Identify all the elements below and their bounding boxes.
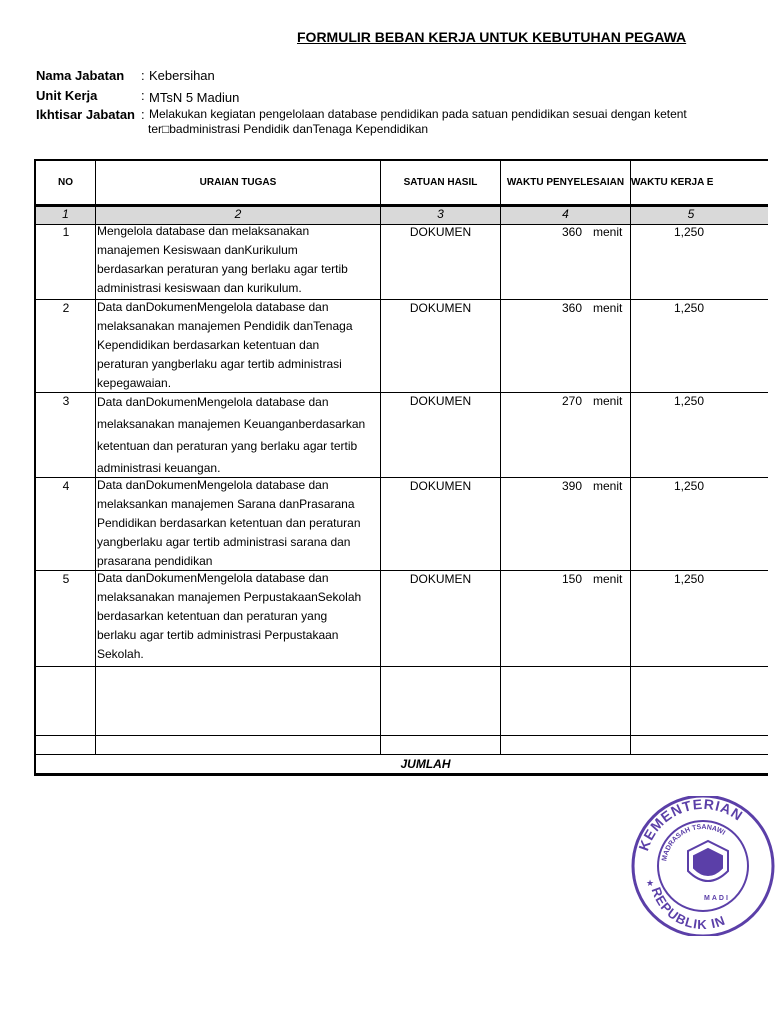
- task-line: yangberlaku agar tertib administrasi sarana dan: [97, 535, 351, 549]
- task-description: [97, 569, 380, 664]
- task-description: [97, 222, 380, 298]
- minutes-value: 270: [561, 394, 582, 408]
- task-description: [97, 391, 380, 479]
- index-cell: 2: [234, 207, 242, 221]
- task-line: Pendidikan berdasarkan ketentuan dan peraturan: [97, 516, 361, 530]
- task-line: Data danDokumenMengelola database dan: [97, 300, 329, 314]
- star-icon: ★: [646, 878, 655, 888]
- task-line: Data danDokumenMengelola database dan: [97, 571, 329, 585]
- waktu-kerja-value: 1,250: [673, 479, 704, 493]
- minutes-value: 360: [561, 301, 582, 315]
- task-line: ketentuan dan peraturan yang berlaku agar tertib: [97, 439, 358, 453]
- index-cell: 5: [687, 207, 695, 221]
- task-line: berdasarkan peraturan yang berlaku agar tertib: [97, 262, 348, 276]
- table-border-bottom: [34, 773, 768, 776]
- task-line: melaksanakan manajemen Pendidik danTenaga: [97, 319, 353, 333]
- minutes-value: 360: [561, 225, 582, 239]
- index-cell: 4: [562, 207, 569, 221]
- column-divider: [380, 159, 381, 755]
- waktu-kerja-value: 1,250: [673, 572, 704, 586]
- task-description: [97, 476, 380, 571]
- header-waktu-kerja: WAKTU KERJA E: [631, 177, 714, 188]
- row-number: 3: [62, 394, 70, 408]
- satuan-hasil: DOKUMEN: [409, 301, 472, 315]
- svg-text:KEMENTERIAN: [635, 796, 746, 853]
- task-line: melaksanakan manajemen Keuanganberdasarkan: [97, 417, 366, 431]
- official-stamp: [628, 796, 747, 936]
- stamp-text-small: MADI: [704, 895, 730, 902]
- task-line: kepegawaian.: [97, 376, 172, 390]
- task-line: Kependidikan berdasarkan ketentuan dan: [97, 338, 320, 352]
- satuan-hasil: DOKUMEN: [409, 479, 472, 493]
- form-title: FORMULIR BEBAN KERJA UNTUK KEBUTUHAN PEGAWA: [297, 29, 687, 45]
- task-line: Sekolah.: [97, 647, 144, 661]
- header-waktu-penyelesaian: WAKTU PENYELESAIAN: [506, 177, 625, 188]
- stamp-seal-icon: [628, 796, 778, 936]
- index-cell: 3: [437, 207, 444, 221]
- table-border-left: [34, 159, 36, 776]
- header-satuan-hasil: SATUAN HASIL: [403, 177, 478, 188]
- field-colon: :: [141, 68, 145, 83]
- satuan-hasil: DOKUMEN: [409, 572, 472, 586]
- task-line: administrasi keuangan.: [97, 461, 221, 475]
- task-line: prasarana pendidikan: [97, 554, 213, 568]
- minutes-value: 150: [561, 572, 582, 586]
- index-cell: 1: [62, 207, 69, 221]
- minutes-value: 390: [561, 479, 582, 493]
- waktu-kerja-value: 1,250: [673, 301, 704, 315]
- task-line: berdasarkan ketentuan dan peraturan yang: [97, 609, 328, 623]
- task-line: manajemen Kesiswaan danKurikulum: [97, 243, 298, 257]
- waktu-kerja-value: 1,250: [673, 394, 704, 408]
- field-colon: :: [141, 88, 145, 103]
- task-line: administrasi kesiswaan dan kurikulum.: [97, 281, 302, 295]
- field-label: Ikhtisar Jabatan: [36, 107, 135, 122]
- task-line: berlaku agar tertib administrasi Perpustakaan: [97, 628, 339, 642]
- stamp-text-bottom: REPUBLIK IN: [648, 885, 728, 933]
- task-description: [97, 298, 380, 393]
- row-divider: [34, 666, 768, 667]
- satuan-hasil: DOKUMEN: [409, 394, 472, 408]
- minutes-unit: menit: [593, 301, 623, 315]
- header-no: NO: [58, 177, 73, 188]
- total-label: JUMLAH: [400, 757, 451, 771]
- task-line: melaksankan manajemen Sarana danPrasarana: [97, 497, 355, 511]
- field-colon: :: [141, 107, 145, 122]
- minutes-unit: menit: [593, 479, 623, 493]
- task-line: Data danDokumenMengelola database dan: [97, 478, 329, 492]
- header-uraian-tugas: URAIAN TUGAS: [199, 177, 277, 188]
- minutes-unit: menit: [593, 572, 623, 586]
- column-divider: [630, 159, 631, 755]
- stamp-text-top: KEMENTERIAN: [635, 796, 747, 853]
- minutes-unit: menit: [593, 394, 623, 408]
- field-label: Unit Kerja: [36, 88, 98, 103]
- column-divider: [95, 159, 96, 755]
- satuan-hasil: DOKUMEN: [409, 225, 472, 239]
- field-label: Nama Jabatan: [36, 68, 125, 83]
- field-value: Melakukan kegiatan pengelolaan database pendidikan pada satuan pendidikan sesuai dengan ketent: [149, 107, 687, 121]
- row-divider: [34, 735, 768, 736]
- waktu-kerja-value: 1,250: [673, 225, 704, 239]
- row-divider: [34, 754, 768, 755]
- task-line: Mengelola database dan melaksanakan: [97, 224, 310, 238]
- field-value: MTsN 5 Madiun: [149, 90, 240, 105]
- row-number: 4: [62, 479, 70, 493]
- field-value: Kebersihan: [149, 68, 215, 83]
- task-line: Data danDokumenMengelola database dan: [97, 395, 329, 409]
- column-divider: [500, 159, 501, 755]
- emblem-icon: [688, 841, 728, 881]
- row-number: 1: [62, 225, 70, 239]
- row-number: 2: [62, 301, 70, 315]
- task-line: peraturan yangberlaku agar tertib administrasi: [97, 357, 342, 371]
- table-border-top: [34, 159, 768, 161]
- task-line: melaksanakan manajemen PerpustakaanSekolah: [97, 590, 362, 604]
- row-number: 5: [62, 572, 70, 586]
- stamp-text-middle: MADRASAH TSANAWI: [661, 823, 727, 862]
- field-value-continued: ter□badministrasi Pendidik danTenaga Kependidikan: [148, 122, 429, 136]
- minutes-unit: menit: [593, 225, 623, 239]
